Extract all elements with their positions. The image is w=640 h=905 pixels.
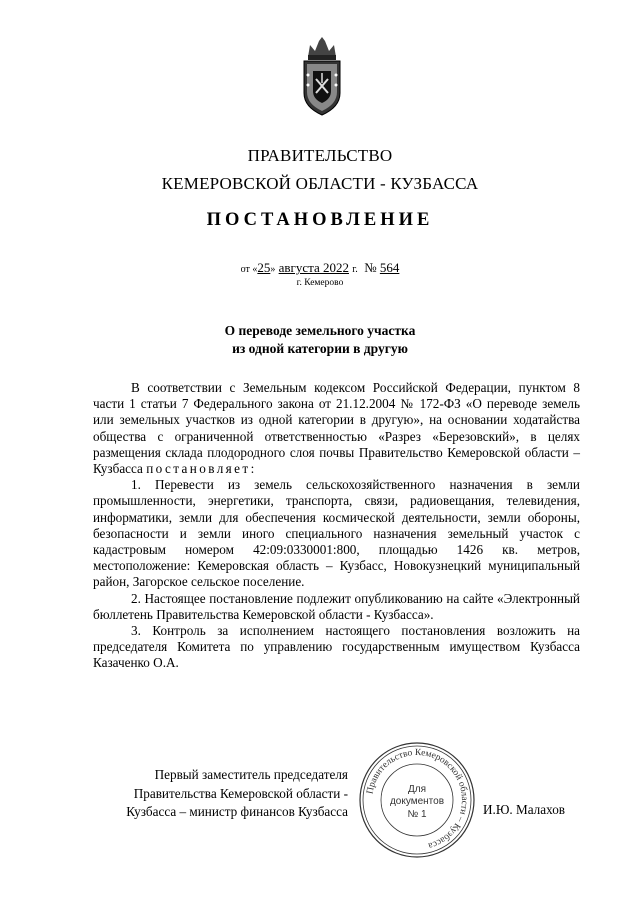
document-body <box>93 380 580 672</box>
subject-line1: О переводе земельного участка <box>224 323 416 338</box>
stamp-center-line3: № 1 <box>407 809 427 820</box>
document-number: 564 <box>379 260 400 275</box>
organization-name-line2: КЕМЕРОВСКОЙ ОБЛАСТИ - КУЗБАССА <box>161 174 479 193</box>
document-type-title: ПОСТАНОВЛЕНИЕ <box>206 210 434 230</box>
stamp-center-line2: документов <box>389 796 445 807</box>
date-month-year: августа 2022 <box>278 260 349 275</box>
date-day: 25 <box>257 260 271 275</box>
date-suffix: г. <box>352 264 358 275</box>
coat-of-arms-emblem <box>300 35 344 119</box>
position-line2: Правительства Кемеровской области - <box>133 785 348 801</box>
stamp-center-line1: Для <box>407 784 427 795</box>
date-prefix: от « <box>240 264 258 275</box>
item-1-paragraph: 1. Перевести из земель сельскохозяйственного назначения в земли промышленности, энергетики, транспорта, связи, радиовещания, телевидения, информатики, земли для обеспечения космической деятельности, земли обороны, безопасности и земли иного специального назначения земельный участок с кадастровым номером 42:09:0330001:800, площадью 1426 кв. метров, местоположение: Кемеровская область – Кузбасс, Новокузнецкий муниципальный район, Загорское сельское поселение. <box>93 477 580 590</box>
signatory-name: И.Ю. Малахов <box>483 802 566 817</box>
official-stamp <box>357 740 477 860</box>
date-mid: » <box>270 264 276 275</box>
document-subject <box>0 322 640 358</box>
position-line3: Кузбасса – министр финансов Кузбасса <box>126 804 348 819</box>
organization-name-line1: ПРАВИТЕЛЬСТВО <box>247 146 393 165</box>
preamble-text: В соответствии с Земельным кодексом Российской Федерации, пунктом 8 части 1 статьи 7 Федерального закона от 21.12.2004 № 172-ФЗ «О переводе земель или земельных участков из одной категории в другую», на основании ходатайства общества с ограниченной ответственностью «Разрез «Березовский», в целях размещения склада плодородного слоя почвы Правительство Кемеровской области – Кузбасса <box>93 380 580 477</box>
stamp-ring-text: Правительство Кемеровской области – Кузбасса <box>365 747 470 851</box>
preamble-paragraph <box>93 380 580 477</box>
subject-line2: из одной категории в другую <box>232 341 408 356</box>
number-label: № <box>364 260 377 275</box>
decree-word: постановляет: <box>146 461 257 477</box>
city-name: г. Кемерово <box>296 278 344 288</box>
signatory-position <box>88 766 348 822</box>
position-line1: Первый заместитель председателя <box>154 767 348 782</box>
document-date-line <box>0 260 640 276</box>
item-2-paragraph: 2. Настоящее постановление подлежит опубликованию на сайте «Электронный бюллетень Правительства Кемеровской области - Кузбасса». <box>93 590 580 622</box>
item-3-paragraph: 3. Контроль за исполнением настоящего постановления возложить на председателя Комитета по управлению государственным имуществом Кузбасса Казаченко О.А. <box>93 623 580 671</box>
